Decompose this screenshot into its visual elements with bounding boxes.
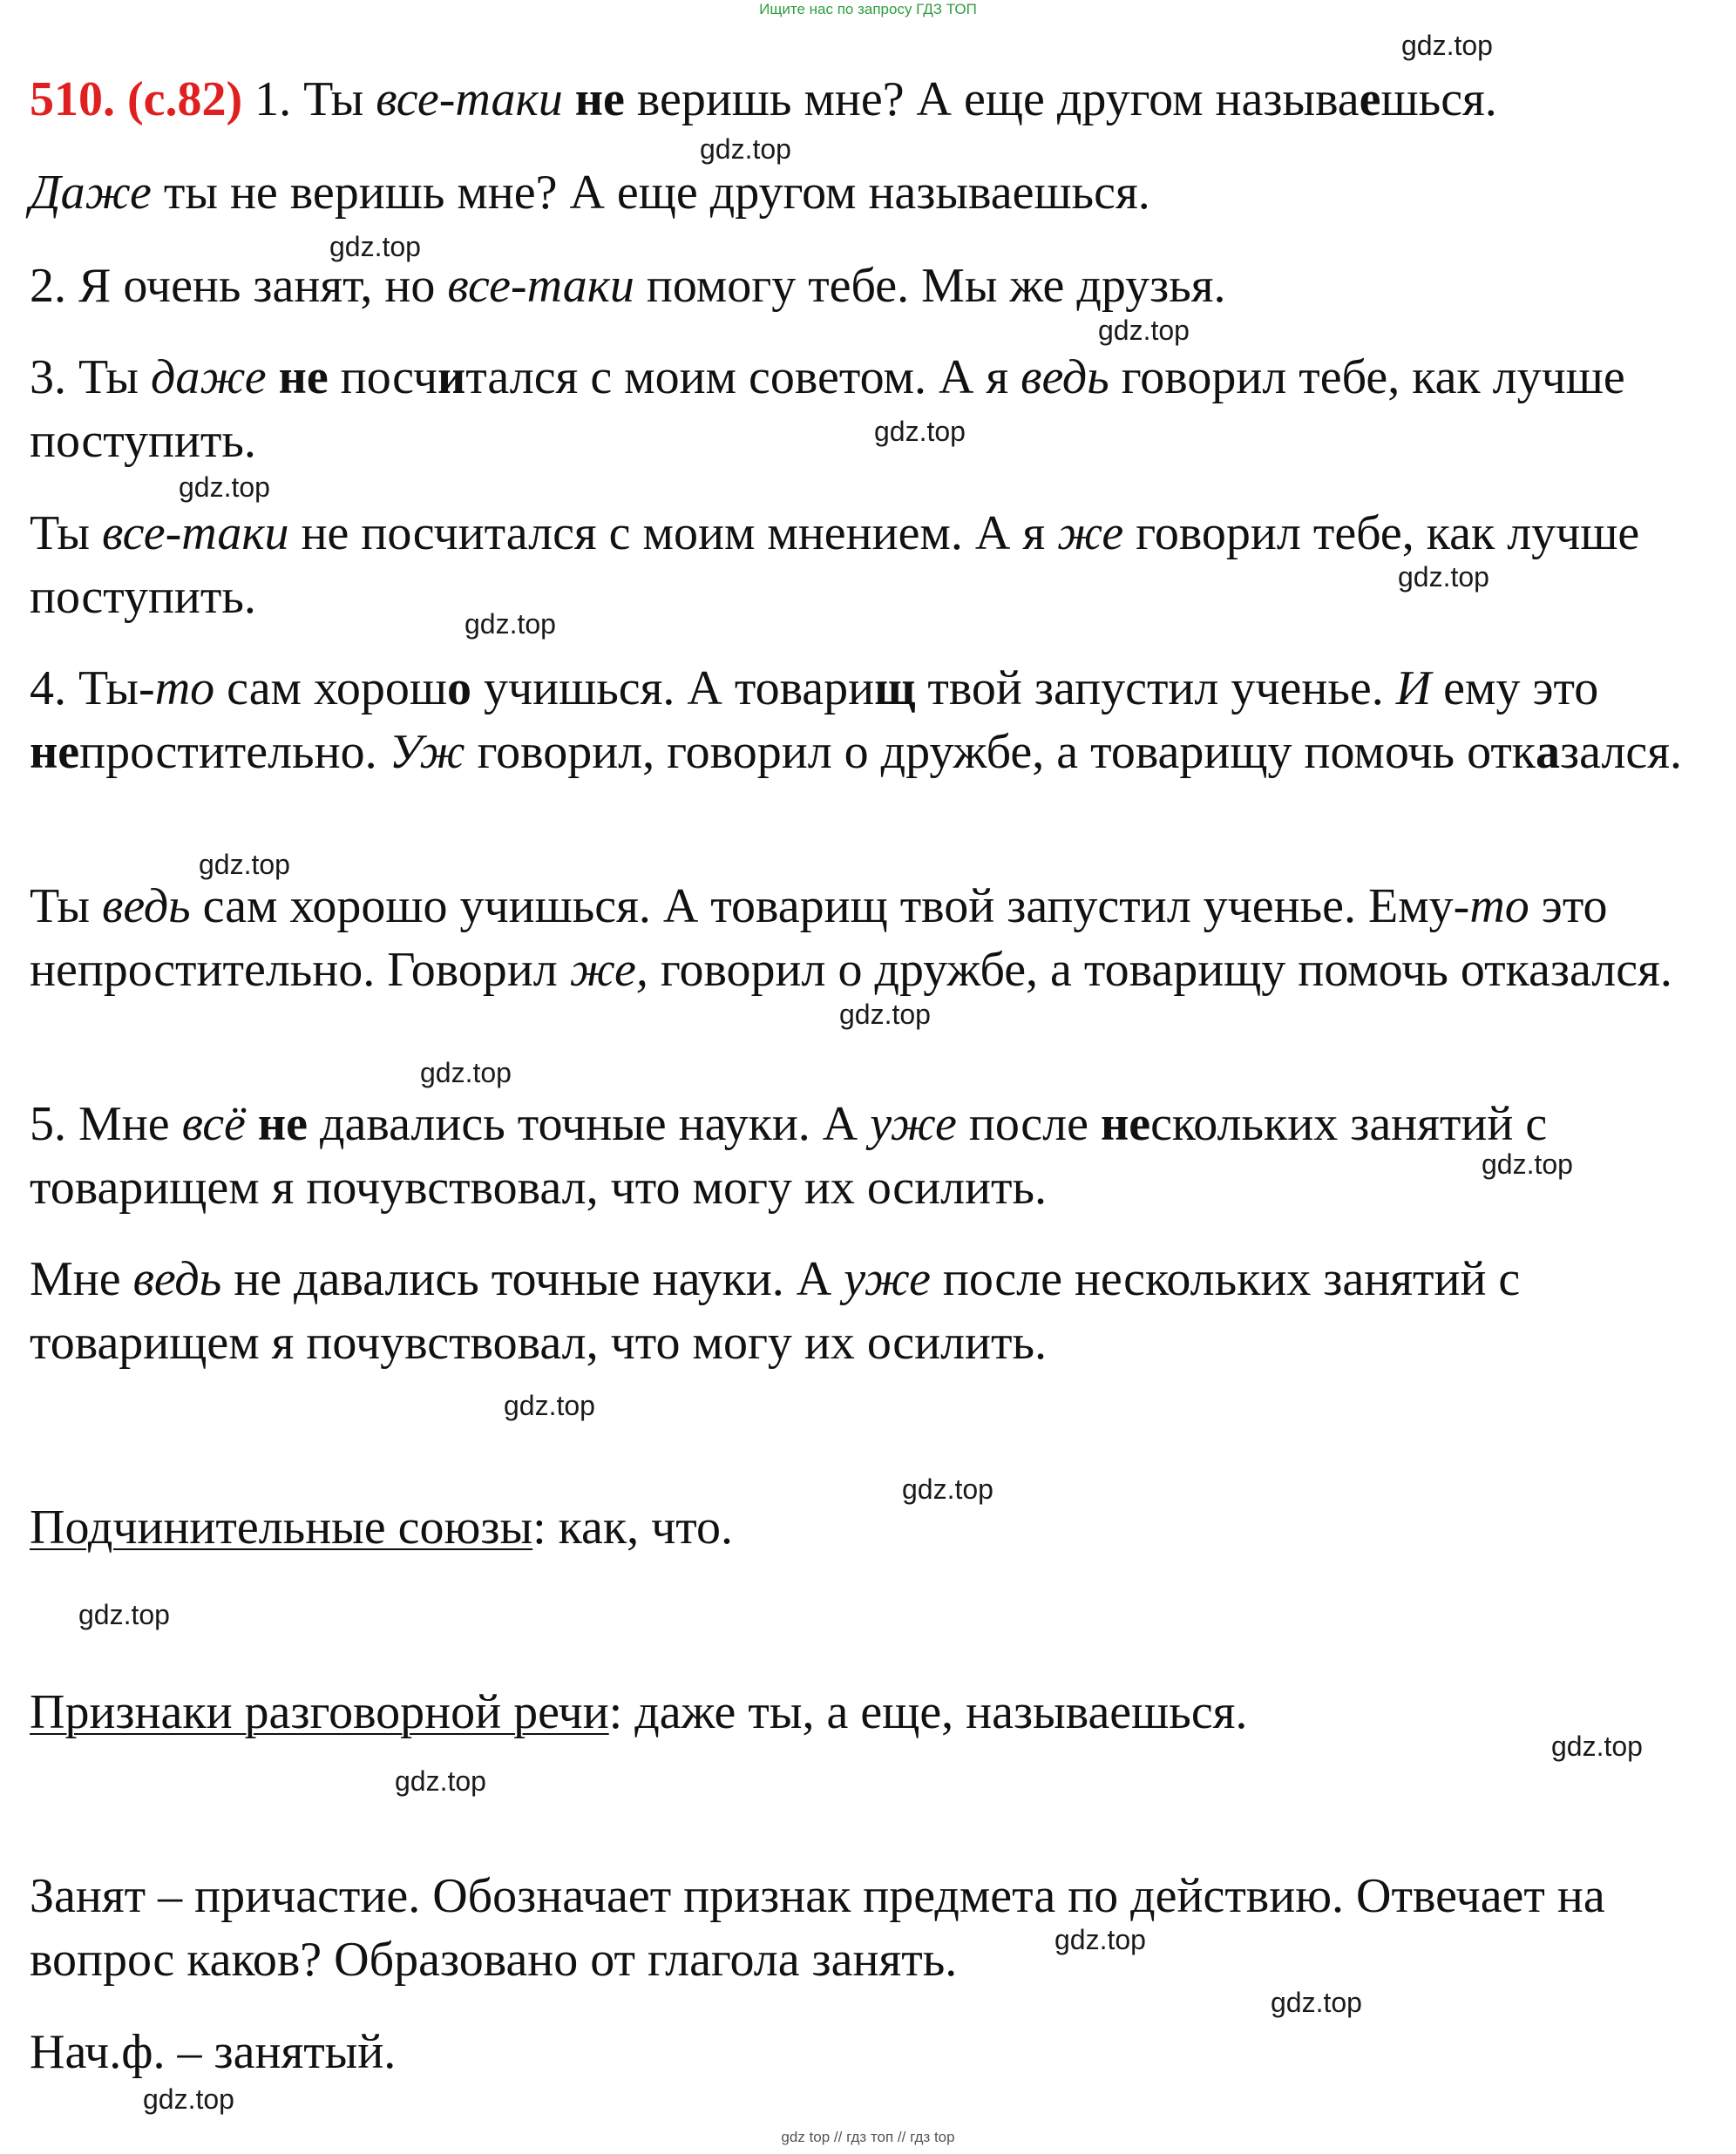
initial-form: Нач.ф. – занятый. (30, 2025, 397, 2079)
watermark: gdz.top (395, 1765, 486, 1797)
subordinating-conjunctions: Подчинительные союзы: как, что. (30, 1500, 733, 1555)
watermark: gdz.top (839, 999, 931, 1030)
sentence-1-original: 510. (с.82) 1. Ты все-таки не веришь мне? А еще другом называешься. (30, 72, 1497, 126)
bottom-banner: gdz top // гдз топ // гдз top (781, 2129, 955, 2145)
sentence-5-original: 5. Мне всё не давались точные науки. А уже после нескольких занятий с товарищем я почувствовал, что могу их осилить. (30, 1097, 1548, 1215)
conjunctions-label: Подчинительные союзы (30, 1500, 533, 1555)
watermark: gdz.top (700, 133, 791, 165)
watermark: gdz.top (1054, 1924, 1146, 1955)
watermark: gdz.top (199, 849, 290, 880)
watermark: gdz.top (179, 471, 270, 503)
watermark: gdz.top (874, 416, 966, 447)
watermark: gdz.top (329, 231, 421, 262)
watermark: gdz.top (1401, 30, 1493, 61)
watermark: gdz.top (504, 1390, 595, 1421)
watermark: gdz.top (1098, 315, 1190, 346)
sentence-5-rewritten: Мне ведь не давались точные науки. А уже после нескольких занятий с товарищем я почувствовал, что могу их осилить. (30, 1252, 1521, 1370)
sentence-3-original: 3. Ты даже не посчитался с моим советом. А я ведь говорил тебе, как лучше поступить. (30, 350, 1625, 468)
watermark: gdz.top (420, 1057, 512, 1088)
watermark: gdz.top (1482, 1148, 1573, 1180)
watermark: gdz.top (1271, 1987, 1362, 2018)
sentence-4-rewritten: Ты ведь сам хорошо учишься. А товарищ твой запустил ученье. Ему-то это непростительно. Говорил же, говорил о дружбе, а товарищу помочь отказался. (30, 879, 1672, 997)
watermark: gdz.top (902, 1473, 993, 1505)
sentence-4-original: 4. Ты-то сам хорошо учишься. А товарищ твой запустил ученье. И ему это непростительно. Уж говорил, говорил о дружбе, а товарищу помочь отказался. (30, 661, 1683, 779)
watermark: gdz.top (1551, 1731, 1643, 1762)
sentence-2: 2. Я очень занят, но все-таки помогу тебе. Мы же друзья. (30, 259, 1226, 313)
sentence-1-rewritten: Даже ты не веришь мне? А еще другом называешься. (30, 166, 1150, 220)
top-banner: Ищите нас по запросу ГДЗ ТОП (759, 1, 977, 17)
sentence-3-rewritten: Ты все-таки не посчитался с моим мнением. А я же говорил тебе, как лучше поступить. (30, 506, 1640, 624)
watermark: gdz.top (465, 608, 556, 640)
participle-analysis: Занят – причастие. Обозначает признак предмета по действию. Отвечает на вопрос каков? Образовано от глагола занять. (30, 1869, 1605, 1987)
colloquial-signs: Признаки разговорной речи: даже ты, а еще, называешься. (30, 1685, 1248, 1739)
watermark: gdz.top (143, 2083, 234, 2115)
colloquial-label: Признаки разговорной речи (30, 1685, 609, 1739)
task-number: 510. (с.82) (30, 72, 243, 126)
watermark: gdz.top (78, 1599, 170, 1630)
watermark: gdz.top (1398, 561, 1489, 593)
